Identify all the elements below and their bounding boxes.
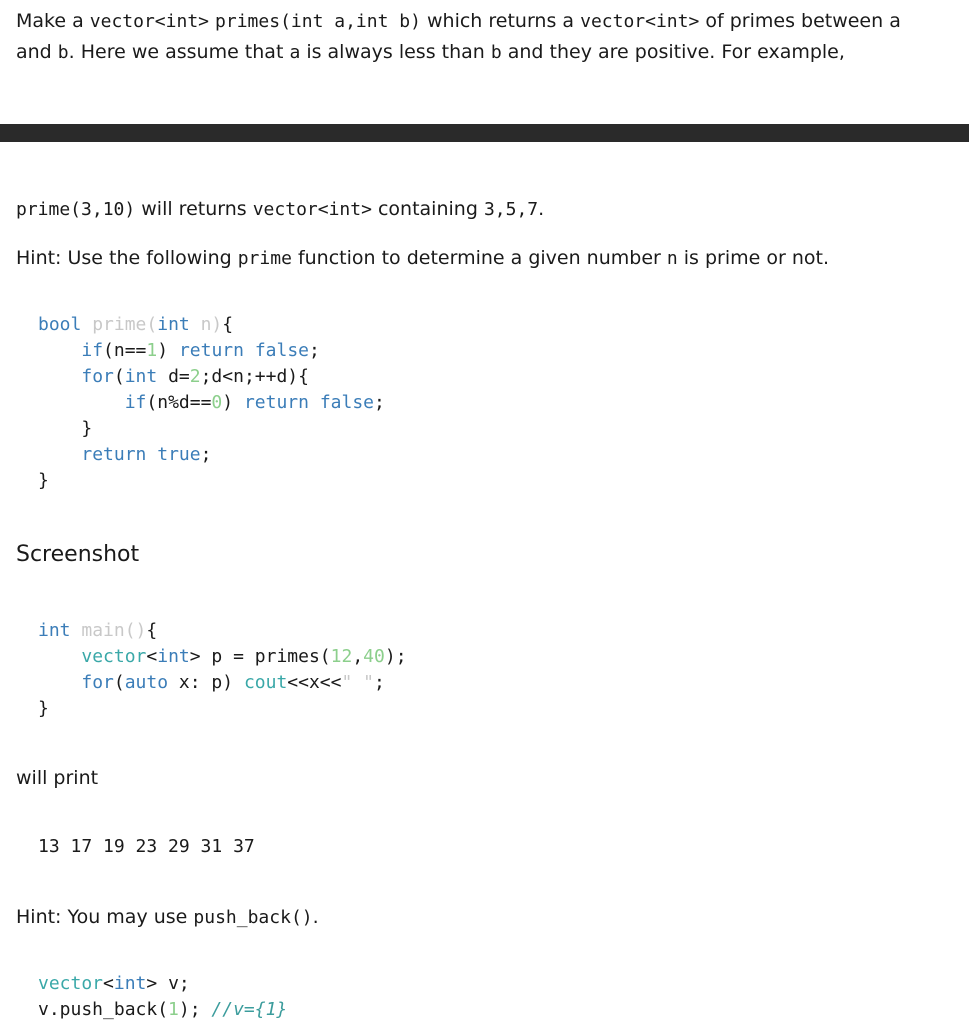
code-token: ;d<n;++d){ <box>200 366 309 387</box>
code-line <box>38 470 49 491</box>
code-token: main() <box>81 620 147 641</box>
inline-code: 3,5,7 <box>483 199 539 220</box>
code-line <box>38 444 211 465</box>
inline-code: prime(3,10) <box>16 199 136 220</box>
code-line <box>38 973 190 994</box>
hint-prime-paragraph <box>16 243 829 274</box>
code-line <box>38 999 287 1020</box>
code-token: 1 <box>168 999 179 1020</box>
code-token: 0 <box>211 392 223 413</box>
code-token: int <box>113 973 147 994</box>
code-token: < <box>146 646 158 667</box>
code-token <box>38 444 81 465</box>
intro-paragraph <box>16 6 901 68</box>
code-token: vector <box>38 973 104 994</box>
example-text: . <box>538 198 545 220</box>
inline-code: vector<int> <box>580 11 700 32</box>
example-text: containing <box>371 198 484 220</box>
code-token <box>309 392 320 413</box>
example-text: will returns <box>135 198 253 220</box>
code-line <box>38 340 320 361</box>
code-token: > v; <box>146 973 190 994</box>
code-line <box>38 314 233 335</box>
code-line <box>38 698 49 719</box>
code-comment: //v={1} <box>211 999 288 1020</box>
code-token: (n%d== <box>146 392 212 413</box>
code-line <box>38 392 385 413</box>
code-token: for <box>81 672 114 693</box>
code-token: 1 <box>146 340 158 361</box>
inline-code: prime <box>237 248 292 269</box>
code-line <box>38 418 92 439</box>
code-token: cout <box>243 672 288 693</box>
code-token: false <box>254 340 309 361</box>
code-token: 2 <box>189 366 201 387</box>
code-token <box>38 672 81 693</box>
code-token <box>146 444 157 465</box>
code-token <box>38 392 125 413</box>
divider-bar <box>0 124 969 142</box>
code-token: ; <box>374 392 385 413</box>
code-token: (n== <box>103 340 147 361</box>
code-line <box>38 646 407 667</box>
prime-code-block <box>38 312 385 494</box>
code-token <box>244 340 255 361</box>
output-text: 13 17 19 23 29 31 37 <box>38 836 255 857</box>
intro-text: . Here we assume that <box>68 41 290 63</box>
code-token: { <box>146 620 158 641</box>
screenshot-heading: Screenshot <box>16 542 140 567</box>
intro-text: which returns a <box>420 10 581 32</box>
code-token <box>81 314 92 335</box>
main-code-block <box>38 618 407 722</box>
code-token <box>38 340 81 361</box>
code-token: v.push_back( <box>38 999 169 1020</box>
will-print-text: will print <box>16 767 99 789</box>
code-token: ) <box>222 392 244 413</box>
code-token: n) <box>189 314 223 335</box>
code-token: ; <box>309 340 320 361</box>
code-token: ); <box>384 646 407 667</box>
code-token: ( <box>113 672 125 693</box>
code-token: int <box>124 366 158 387</box>
intro-text: is always less than <box>300 41 491 63</box>
code-line <box>38 366 309 387</box>
hint-text: . <box>312 906 319 928</box>
code-line <box>38 672 385 693</box>
code-token: " " <box>341 672 374 693</box>
code-token: , <box>352 646 364 667</box>
inline-code: vector<int> <box>252 199 372 220</box>
code-token <box>71 620 82 641</box>
code-token: } <box>38 418 93 439</box>
code-token: < <box>103 973 114 994</box>
inline-code: push_back() <box>193 907 313 928</box>
intro-text: and they are positive. For example, <box>501 41 845 63</box>
inline-code: vector<int> <box>89 11 209 32</box>
code-token: } <box>38 470 49 491</box>
hint-text: is prime or not. <box>677 247 829 269</box>
intro-text: and <box>16 41 58 63</box>
code-token: ) <box>157 340 179 361</box>
hint-text: Hint: You may use <box>16 906 194 928</box>
intro-text: of primes between a <box>699 10 901 32</box>
code-token: > p = primes( <box>189 646 331 667</box>
code-token: { <box>222 314 234 335</box>
code-token: true <box>157 444 201 465</box>
output-block <box>38 834 255 860</box>
inline-code: b <box>490 42 502 63</box>
code-token: return <box>81 444 147 465</box>
code-token: ; <box>200 444 212 465</box>
code-token: d= <box>157 366 190 387</box>
code-token: auto <box>124 672 169 693</box>
code-token: if <box>124 392 147 413</box>
example-paragraph <box>16 194 544 225</box>
code-token: for <box>81 366 114 387</box>
code-token: bool <box>38 314 82 335</box>
code-token: x: p) <box>168 672 244 693</box>
code-token: if <box>81 340 104 361</box>
inline-code: a <box>289 42 301 63</box>
code-token: ; <box>374 672 385 693</box>
pushback-code-block <box>38 971 287 1023</box>
intro-text: Make a <box>16 10 90 32</box>
code-token: 40 <box>363 646 385 667</box>
code-token: 12 <box>330 646 353 667</box>
code-token: false <box>319 392 375 413</box>
code-token <box>38 366 81 387</box>
code-token: <<x<< <box>287 672 342 693</box>
code-token: int <box>157 314 190 335</box>
hint-text: Hint: Use the following <box>16 247 238 269</box>
hint-pushback-paragraph <box>16 902 319 933</box>
code-token: int <box>157 646 190 667</box>
code-line <box>38 620 157 641</box>
code-token: int <box>38 620 71 641</box>
code-token: return <box>243 392 309 413</box>
code-token: vector <box>81 646 147 667</box>
inline-code: n <box>666 248 678 269</box>
inline-code: primes(int a,int b) <box>215 11 421 32</box>
code-token: } <box>38 698 49 719</box>
inline-code: b <box>57 42 69 63</box>
code-token <box>38 646 81 667</box>
code-token: ); <box>178 999 212 1020</box>
hint-text: function to determine a given number <box>291 247 667 269</box>
code-token: prime( <box>92 314 158 335</box>
code-token: return <box>178 340 244 361</box>
code-token: ( <box>113 366 125 387</box>
